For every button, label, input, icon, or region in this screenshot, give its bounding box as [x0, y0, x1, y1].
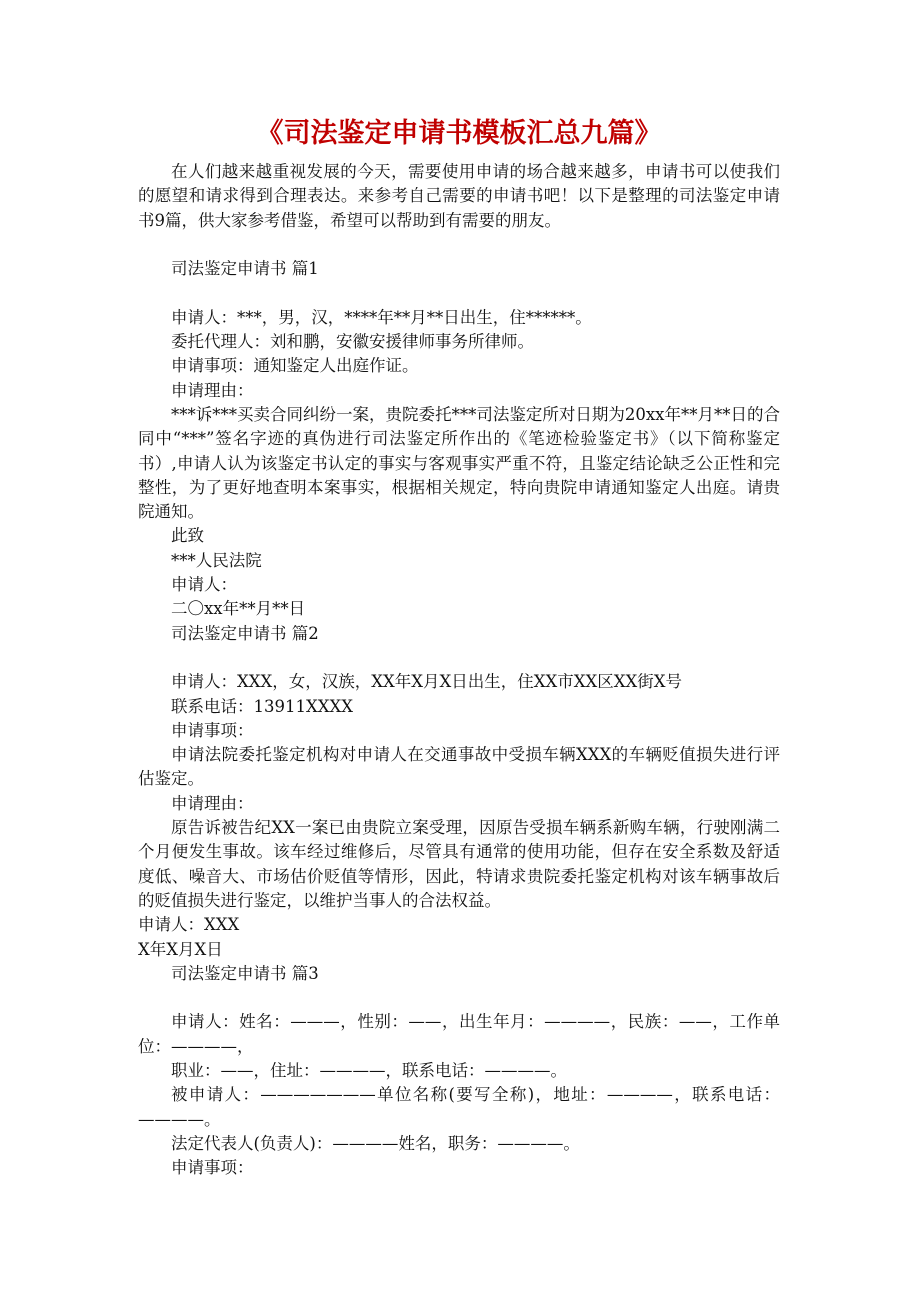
blank-line [138, 986, 780, 1010]
s1-agent: 委托代理人：刘和鹏，安徽安援律师事务所律师。 [171, 332, 534, 352]
s3-matter-label: 申请事项： [171, 1158, 254, 1178]
s2-phone: 联系电话：13911XXXX [171, 696, 353, 716]
blank-line [138, 281, 780, 305]
s3-respondent: 被申请人：———————单位名称(要写全称)，地址：————，联系电话：————。 [138, 1085, 780, 1129]
section-1-heading: 司法鉴定申请书 篇1 [171, 259, 319, 279]
s1-matter: 申请事项：通知鉴定人出庭作证。 [171, 356, 419, 376]
s1-date: 二〇xx年**月**日 [171, 599, 306, 619]
s2-date: X年X月X日 [138, 939, 223, 959]
s1-salute: 此致 [171, 526, 204, 546]
s2-matter: 申请法院委托鉴定机构对申请人在交通事故中受损车辆XXX的车辆贬值损失进行评估鉴定。 [138, 745, 780, 789]
s2-reason: 原告诉被告纪XX一案已由贵院立案受理，因原告受损车辆系新购车辆，行驶刚满二个月便发生事故。该车经过维修后，尽管具有通常的使用功能，但存在安全系数及舒适度低、噪音大、市场估价贬值等情形，因此，特请求贵院委托鉴定机构对该车辆事故后的贬值损失进行鉴定，以维护当事人的合法权益。 [138, 818, 780, 910]
s1-reason-label: 申请理由： [171, 380, 254, 400]
s1-applicant: 申请人：***，男，汉，****年**月**日出生，住******。 [171, 307, 592, 327]
s2-reason-label: 申请理由： [171, 793, 254, 813]
blank-line [138, 233, 780, 257]
s3-job: 职业：——，住址：————，联系电话：————。 [171, 1060, 567, 1080]
s1-sign: 申请人： [171, 575, 237, 595]
s2-applicant: 申请人：XXX，女，汉族，XX年X月X日出生，住XX市XX区XX街X号 [171, 672, 682, 692]
document-page [138, 112, 780, 1180]
s2-sign: 申请人：XXX [138, 915, 240, 935]
document-title: 《司法鉴定申请书模板汇总九篇》 [256, 118, 662, 149]
s1-court: ***人民法院 [171, 550, 262, 570]
blank-line [138, 646, 780, 670]
section-3-heading: 司法鉴定申请书 篇3 [171, 963, 319, 983]
s3-legal-rep: 法定代表人(负责人)：————姓名，职务：————。 [171, 1133, 580, 1153]
s3-applicant: 申请人：姓名：———，性别：——，出生年月：————，民族：——，工作单位：————， [138, 1012, 780, 1056]
section-2-heading: 司法鉴定申请书 篇2 [171, 623, 319, 643]
intro-paragraph: 在人们越来越重视发展的今天，需要使用申请的场合越来越多，申请书可以使我们的愿望和请求得到合理表达。来参考自己需要的申请书吧！以下是整理的司法鉴定申请书9篇，供大家参考借鉴，希望可以帮助到有需要的朋友。 [138, 162, 780, 230]
s1-reason: ***诉***买卖合同纠纷一案，贵院委托***司法鉴定所对日期为20xx年**月**日的合同中“***”签名字迹的真伪进行司法鉴定所作出的《笔迹检验鉴定书》（以下简称鉴定书）,申请人认为该鉴定书认定的事实与客观事实严重不符，且鉴定结论缺乏公正性和完整性，为了更好地查明本案事实，根据相关规定，特向贵院申请通知鉴定人出庭。请贵院通知。 [138, 404, 780, 522]
s2-matter-label: 申请事项： [171, 720, 254, 740]
